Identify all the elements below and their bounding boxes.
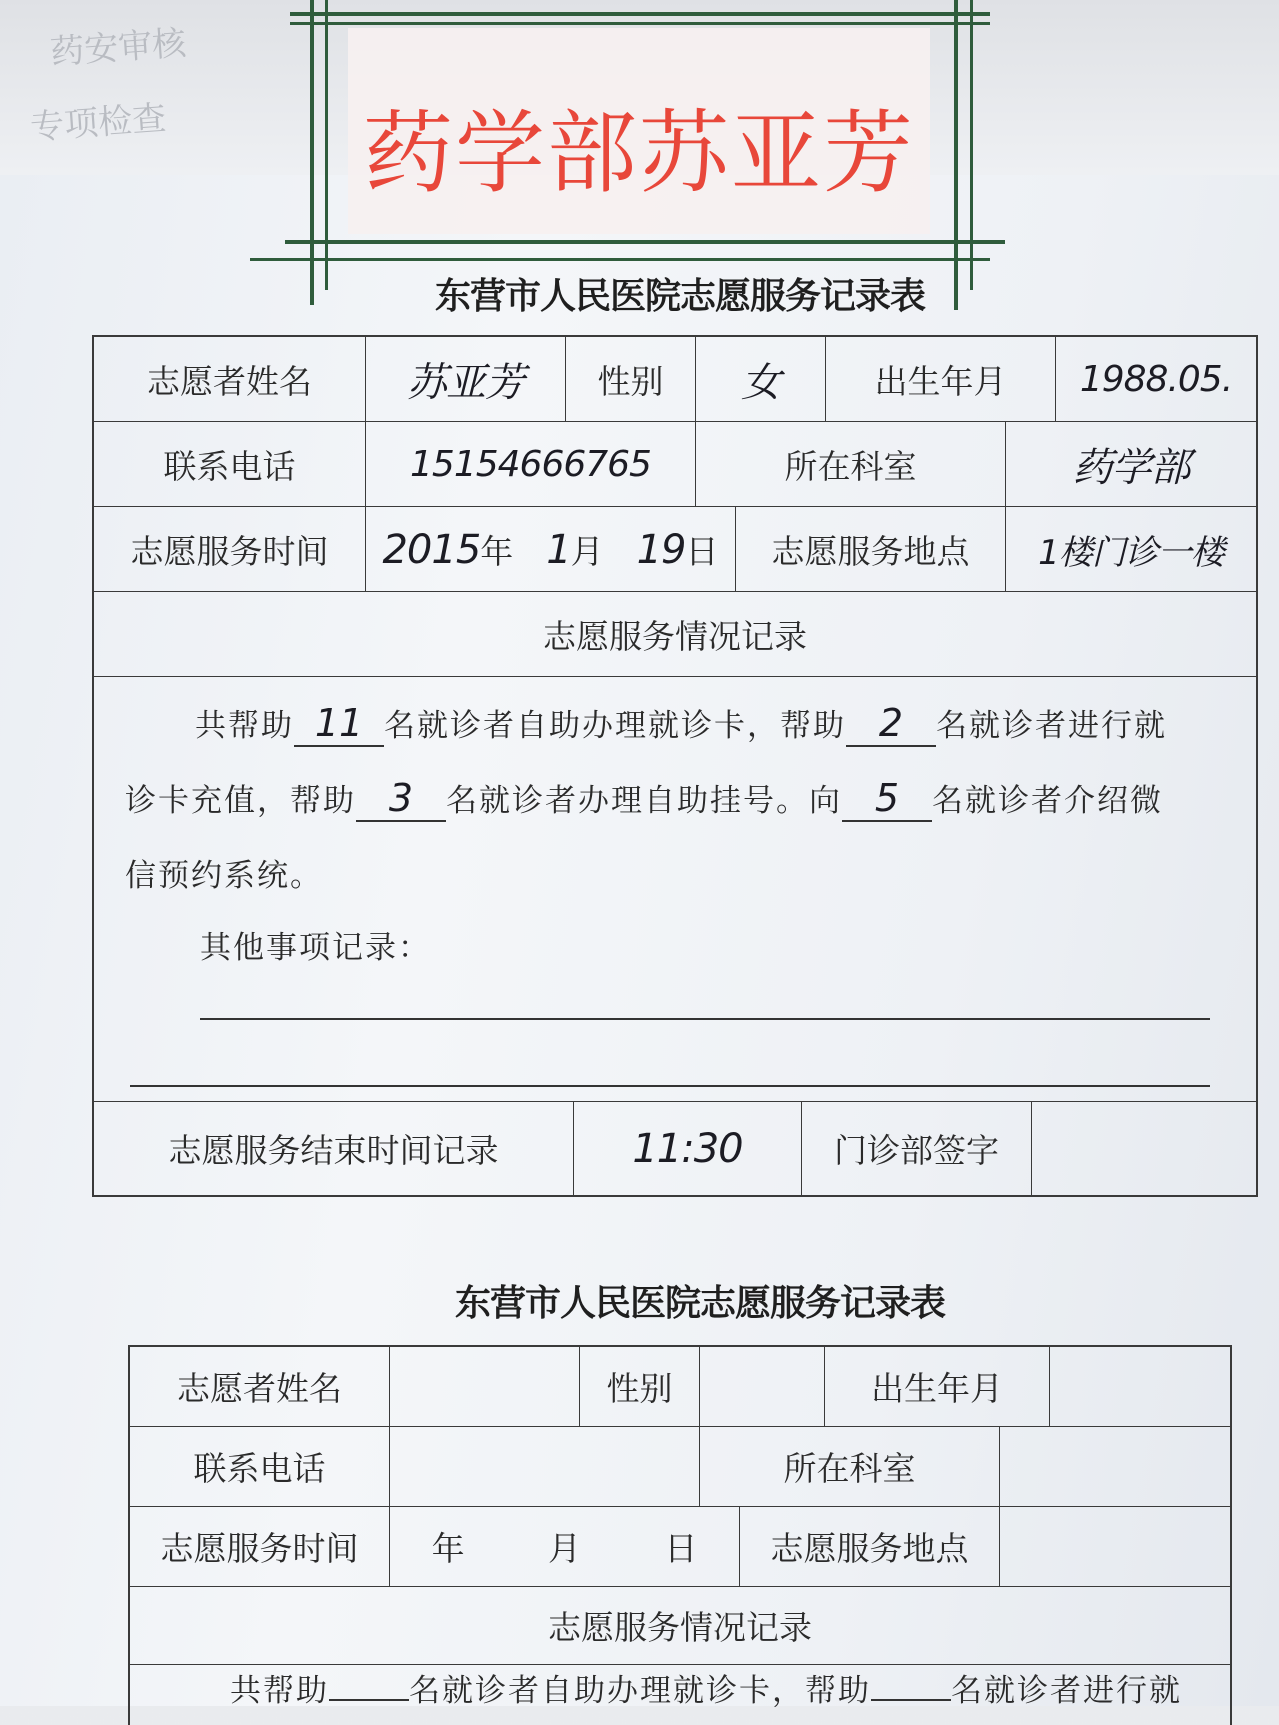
form1-unit-month: 月 xyxy=(570,531,604,571)
form2-place-field[interactable] xyxy=(1000,1507,1230,1587)
form2-time-label: 志愿服务时间 xyxy=(130,1507,390,1587)
form1-unit-day: 日 xyxy=(685,531,719,571)
form1-title: 东营市人民医院志愿服务记录表 xyxy=(434,275,925,317)
form1-table xyxy=(92,335,1258,1197)
form2-para-line-1 xyxy=(230,1665,1182,1710)
form2-place-label: 志愿服务地点 xyxy=(740,1507,1000,1587)
form1-unit-year: 年 xyxy=(480,531,514,571)
form1-time-label: 志愿服务时间 xyxy=(94,507,366,592)
form1-other-line-2[interactable] xyxy=(130,1085,1210,1087)
form2-birth-label: 出生年月 xyxy=(825,1347,1050,1427)
form1-para-c: 名就诊者进行就 xyxy=(936,708,1167,744)
form1-end-field[interactable] xyxy=(574,1102,802,1195)
banner-box xyxy=(348,28,930,234)
form1-para-f: 名就诊者介绍微 xyxy=(932,783,1163,819)
form1-time-month: 1 xyxy=(546,526,571,573)
form1-time-day: 19 xyxy=(636,526,686,573)
ghost-text-1: 药安审核 xyxy=(49,23,188,73)
form1-birth-value: 1988.05. xyxy=(1079,358,1233,400)
form1-birth-field[interactable] xyxy=(1056,337,1256,422)
form1-name-value: 苏亚芳 xyxy=(407,359,524,406)
form1-record-header: 志愿服务情况记录 xyxy=(94,592,1256,677)
form2-record-header: 志愿服务情况记录 xyxy=(130,1587,1230,1665)
form2-unit-year: 年 xyxy=(431,1529,465,1568)
form2-phone-label: 联系电话 xyxy=(130,1427,390,1507)
form2-phone-field[interactable] xyxy=(390,1427,700,1507)
form1-dept-field[interactable] xyxy=(1006,422,1256,507)
form2-name-label: 志愿者姓名 xyxy=(130,1347,390,1427)
ghost-text-2: 专项检查 xyxy=(29,98,168,148)
form2-unit-day: 日 xyxy=(664,1529,698,1568)
form1-para-e: 名就诊者办理自助挂号。向 xyxy=(446,783,842,819)
name-banner xyxy=(270,0,1010,310)
form1-gender-value: 女 xyxy=(741,359,780,406)
banner-text: 药学部苏亚芳 xyxy=(363,101,915,206)
form1-time-field[interactable] xyxy=(366,507,736,592)
form2-para-b: 名就诊者自助办理就诊卡，帮助 xyxy=(409,1673,871,1709)
form1-count-register[interactable]: 3 xyxy=(356,776,446,822)
form1-dept-label: 所在科室 xyxy=(696,422,1006,507)
form2-gender-field[interactable] xyxy=(700,1347,825,1427)
form1-time-year: 2015 xyxy=(382,526,481,573)
form1-para-a: 共帮助 xyxy=(195,708,294,744)
form1-end-label: 志愿服务结束时间记录 xyxy=(94,1102,574,1195)
form1-other-label: 其他事项记录： xyxy=(200,930,431,966)
form1-gender-label: 性别 xyxy=(566,337,696,422)
form1-para-b: 名就诊者自助办理就诊卡，帮助 xyxy=(384,708,846,744)
form1-gender-field[interactable] xyxy=(696,337,826,422)
form1-phone-value: 15154666765 xyxy=(410,443,651,485)
form1-dept-value: 药学部 xyxy=(1072,444,1190,491)
form2-time-field[interactable] xyxy=(390,1507,740,1587)
form1-end-value: 11:30 xyxy=(632,1125,743,1172)
form1-para-line-3: 信预约系统。 xyxy=(125,858,323,894)
form2-name-field[interactable] xyxy=(390,1347,580,1427)
form1-para-line-1 xyxy=(195,700,1167,747)
form1-phone-label: 联系电话 xyxy=(94,422,366,507)
form1-sign-label: 门诊部签字 xyxy=(802,1102,1032,1195)
form2-title: 东营市人民医院志愿服务记录表 xyxy=(454,1282,945,1324)
form1-count-cards[interactable]: 11 xyxy=(294,701,384,747)
form2-count-recharge[interactable] xyxy=(871,1669,951,1701)
form1-para-line-2 xyxy=(125,775,1163,822)
form2-birth-field[interactable] xyxy=(1050,1347,1230,1427)
form1-count-wechat[interactable]: 5 xyxy=(842,776,932,822)
form1-name-label: 志愿者姓名 xyxy=(94,337,366,422)
form2-para-a: 共帮助 xyxy=(230,1673,329,1709)
form2-unit-month: 月 xyxy=(547,1529,581,1568)
form1-other-line-1[interactable] xyxy=(200,1018,1210,1020)
form1-para-d: 诊卡充值，帮助 xyxy=(125,783,356,819)
form1-phone-field[interactable] xyxy=(366,422,696,507)
form1-birth-label: 出生年月 xyxy=(826,337,1056,422)
form1-place-field[interactable] xyxy=(1006,507,1256,592)
form1-name-field[interactable] xyxy=(366,337,566,422)
form2-dept-label: 所在科室 xyxy=(700,1427,1000,1507)
form1-sign-field[interactable] xyxy=(1032,1102,1256,1195)
form1-place-value: 1楼门诊一楼 xyxy=(1038,532,1224,573)
form2-count-cards[interactable] xyxy=(329,1669,409,1701)
form1-place-label: 志愿服务地点 xyxy=(736,507,1006,592)
form2-gender-label: 性别 xyxy=(580,1347,700,1427)
form2-dept-field[interactable] xyxy=(1000,1427,1230,1507)
form1-count-recharge[interactable]: 2 xyxy=(846,701,936,747)
form2-para-c: 名就诊者进行就 xyxy=(951,1673,1182,1709)
